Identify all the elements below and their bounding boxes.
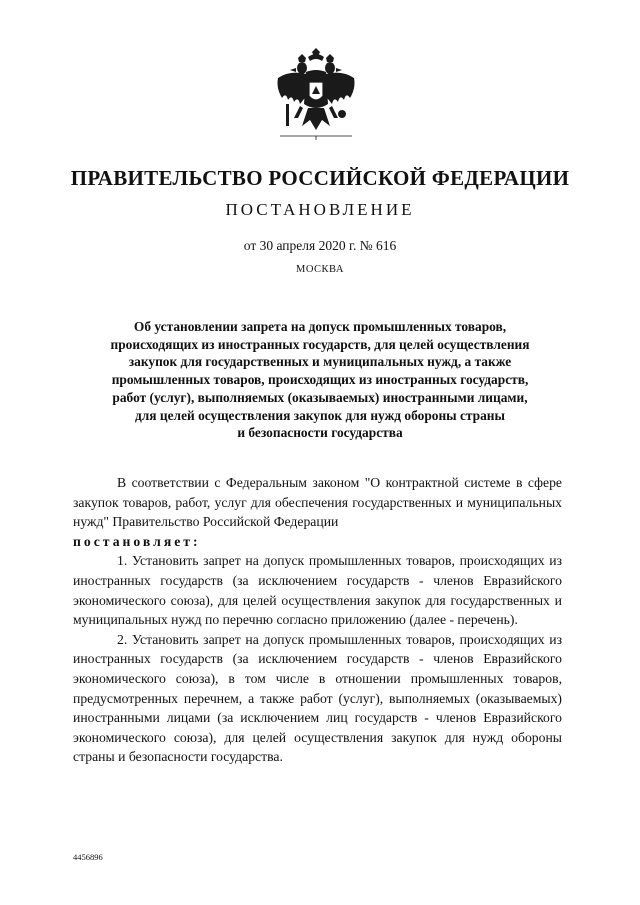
heading-line: закупок для государственных и муниципальных нужд, а также — [128, 354, 512, 370]
heading-line: работ (услуг), выполняемых (оказываемых) иностранными лицами, — [112, 389, 528, 405]
document-heading — [60, 318, 580, 442]
heading-line: Об установлении запрета на допуск промышленных товаров, — [133, 319, 507, 334]
preamble-paragraph: В соответствии с Федеральным законом "О контрактной системе в сфере закупок товаров, работ, услуг для обеспечения государственных и муниципальных нужд" Правительство Российской Федерации — [73, 475, 562, 530]
document-code: 4456896 — [73, 852, 103, 862]
double-headed-eagle-emblem-icon — [272, 48, 360, 142]
heading-line: для целей осуществления закупок для нужд обороны страны — [135, 407, 505, 423]
heading-line: промышленных товаров, происходящих из иностранных государств, — [111, 372, 529, 388]
document-type: ПОСТАНОВЛЕНИЕ — [225, 200, 415, 219]
heading-line: происходящих из иностранных государств, для целей осуществления — [110, 336, 530, 352]
document-city: МОСКВА — [296, 264, 344, 275]
decree-word-text: постановляет: — [73, 533, 201, 549]
item-1-paragraph: 1. Установить запрет на допуск промышленных товаров, происходящих из иностранных государств (за исключением государств - членов Евразийского экономического союза), для целей осуществления закупок для государственных и муниципальных нужд по перечню согласно приложению (далее - перечень). — [73, 553, 562, 628]
document-body — [73, 473, 562, 767]
heading-line: и безопасности государства — [237, 425, 403, 441]
document-date-number: от 30 апреля 2020 г. № 616 — [243, 238, 397, 253]
item-2-paragraph: 2. Установить запрет на допуск промышленных товаров, происходящих из иностранных государств (за исключением государств - членов Евразийского экономического союза), в том числе в отношении промышленных товаров, предусмотренных перечнем, а также работ (услуг), выполняемых (оказываемых) иностранными лицами (за исключением лиц государств - членов Евразийского экономического союза), для целей осуществления закупок для нужд обороны страны и безопасности государства. — [73, 631, 562, 765]
government-title: ПРАВИТЕЛЬСТВО РОССИЙСКОЙ ФЕДЕРАЦИИ — [70, 166, 570, 190]
decree-word — [73, 532, 562, 552]
